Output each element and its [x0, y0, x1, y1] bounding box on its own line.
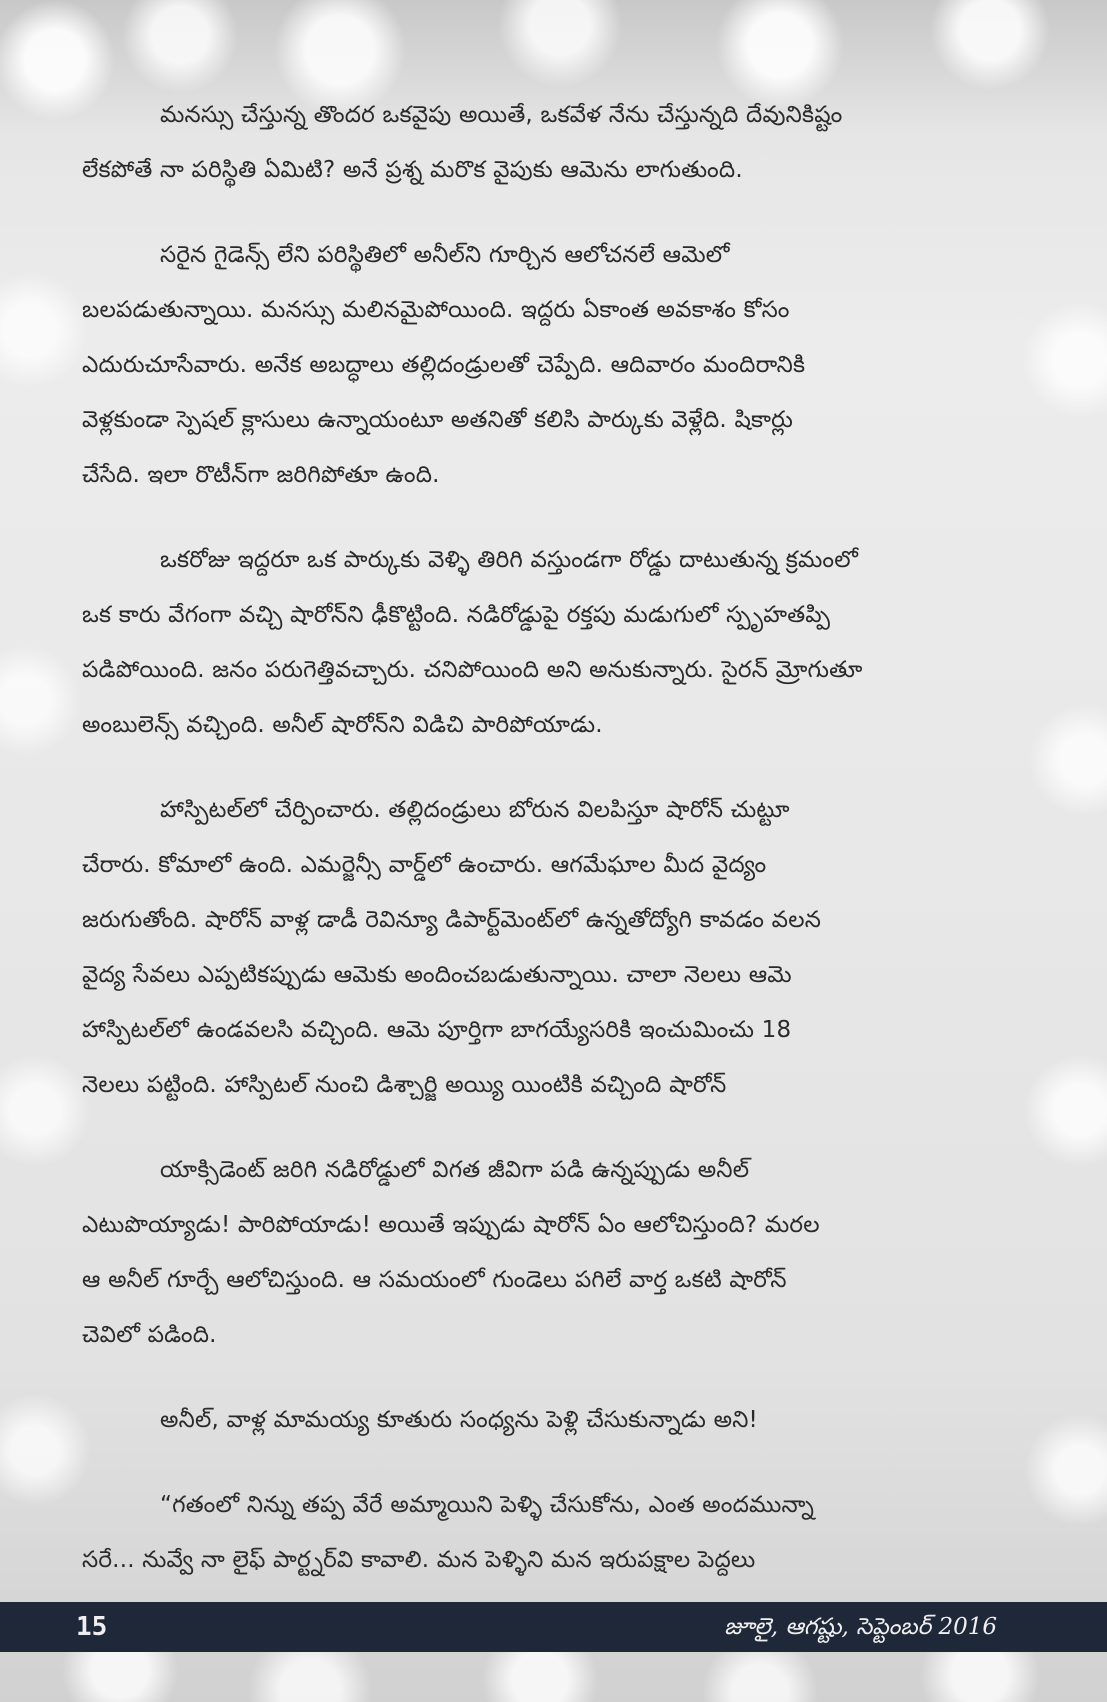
text-line: వెళ్లకుండా స్పెషల్ క్లాసులు ఉన్నాయంటూ అతనితో కలిసి పార్కుకు వెళ్లేది. షికార్లు — [82, 407, 793, 433]
text-line: “గతంలో నిన్ను తప్ప వేరే అమ్మాయిని పెళ్ళి చేసుకోను, ఎంత అందమున్నా — [160, 1492, 815, 1518]
text-line: యాక్సిడెంట్ జరిగి నడిరోడ్డులో విగత జీవిగా పడి ఉన్నప్పుడు అనీల్ — [160, 1157, 750, 1183]
text-line: బలపడుతున్నాయి. మనస్సు మలినమైపోయింది. ఇద్దరు ఏకాంత అవకాశం కోసం — [82, 297, 790, 323]
article-body — [82, 88, 1022, 1598]
text-line: ఒక కారు వేగంగా వచ్చి షారోన్‌ని ఢీకొట్టింది. నడిరోడ్డుపై రక్తపు మడుగులో స్పృహతప్పి — [82, 602, 831, 628]
text-line: వైద్య సేవలు ఎప్పటికప్పుడు ఆమెకు అందించబడుతున్నాయి. చాలా నెలలు ఆమె — [82, 962, 792, 988]
text-line: జరుగుతోంది. షారోన్ వాళ్ల డాడీ రెవిన్యూ డిపార్ట్‌మెంట్‌లో ఉన్నతోద్యోగి కావడం వలన — [82, 907, 822, 933]
page-number: 15 — [76, 1612, 108, 1642]
text-line: సరైన గైడెన్స్ లేని పరిస్థితిలో అనీల్‌ని గూర్చిన ఆలోచనలే ఆమెలో — [160, 242, 730, 268]
text-line: చేరారు. కోమాలో ఉంది. ఎమర్జెన్సీ వార్డ్‌లో ఉంచారు. ఆగమేఘాల మీద వైద్యం — [82, 852, 767, 878]
text-line: మనస్సు చేస్తున్న తొందర ఒకవైపు అయితే, ఒకవేళ నేను చేస్తున్నది దేవునికిష్టం — [160, 102, 843, 128]
paragraph-2 — [82, 228, 1022, 503]
text-line: అనీల్, వాళ్ల మామయ్య కూతురు సంధ్యను పెళ్లి చేసుకున్నాడు అని! — [160, 1407, 758, 1433]
text-line: హాస్పిటల్‌లో ఉండవలసి వచ్చింది. ఆమె పూర్తిగా బాగయ్యేసరికి ఇంచుమించు 18 — [82, 1017, 792, 1043]
text-line: సరే... నువ్వే నా లైఫ్ పార్ట్నర్‌వి కావాలి. మన పెళ్ళిని మన ఇరుపక్షాల పెద్దలు — [82, 1547, 756, 1573]
text-line: చేసేది. ఇలా రొటీన్‌గా జరిగిపోతూ ఉంది. — [82, 462, 440, 488]
paragraph-7 — [82, 1478, 1022, 1588]
text-line: లేకపోతే నా పరిస్థితి ఏమిటి? అనే ప్రశ్న మరొక వైపుకు ఆమెను లాగుతుంది. — [82, 157, 743, 183]
page-footer — [0, 1602, 1107, 1652]
text-line: అంబులెన్స్ వచ్చింది. అనీల్ షారోన్‌ని విడిచి పారిపోయాడు. — [82, 712, 603, 738]
text-line: చెవిలో పడింది. — [82, 1322, 217, 1348]
paragraph-4 — [82, 783, 1022, 1113]
text-line: పడిపోయింది. జనం పరుగెత్తివచ్చారు. చనిపోయింది అని అనుకున్నారు. సైరన్ మ్రోగుతూ — [82, 657, 863, 683]
text-line: ఆ అనీల్ గూర్చే ఆలోచిస్తుంది. ఆ సమయంలో గుండెలు పగిలే వార్త ఒకటి షారోన్ — [82, 1267, 787, 1293]
text-line: ఎటుపొయ్యాడు! పారిపోయాడు! అయితే ఇప్పుడు షారోన్ ఏం ఆలోచిస్తుంది? మరల — [82, 1212, 820, 1238]
paragraph-5 — [82, 1143, 1022, 1363]
text-line: ఒకరోజు ఇద్దరూ ఒక పార్కుకు వెళ్ళి తిరిగి వస్తుండగా రోడ్డు దాటుతున్న క్రమంలో — [160, 547, 859, 573]
paragraph-6 — [82, 1393, 1022, 1448]
paragraph-3 — [82, 533, 1022, 753]
text-line: నెలలు పట్టింది. హాస్పిటల్ నుంచి డిశ్చార్జి అయ్యి యింటికి వచ్చింది షారోన్ — [82, 1072, 727, 1098]
text-line: ఎదురుచూసేవారు. అనేక అబద్ధాలు తల్లిదండ్రులతో చెప్పేది. ఆదివారం మందిరానికి — [82, 352, 806, 378]
issue-date: జూలై, ఆగష్టు, సెప్టెంబర్ 2016 — [724, 1614, 997, 1640]
text-line: హాస్పిటల్‌లో చేర్పించారు. తల్లిదండ్రులు బోరున విలపిస్తూ షారోన్ చుట్టూ — [160, 797, 790, 823]
paragraph-1 — [82, 88, 1022, 198]
